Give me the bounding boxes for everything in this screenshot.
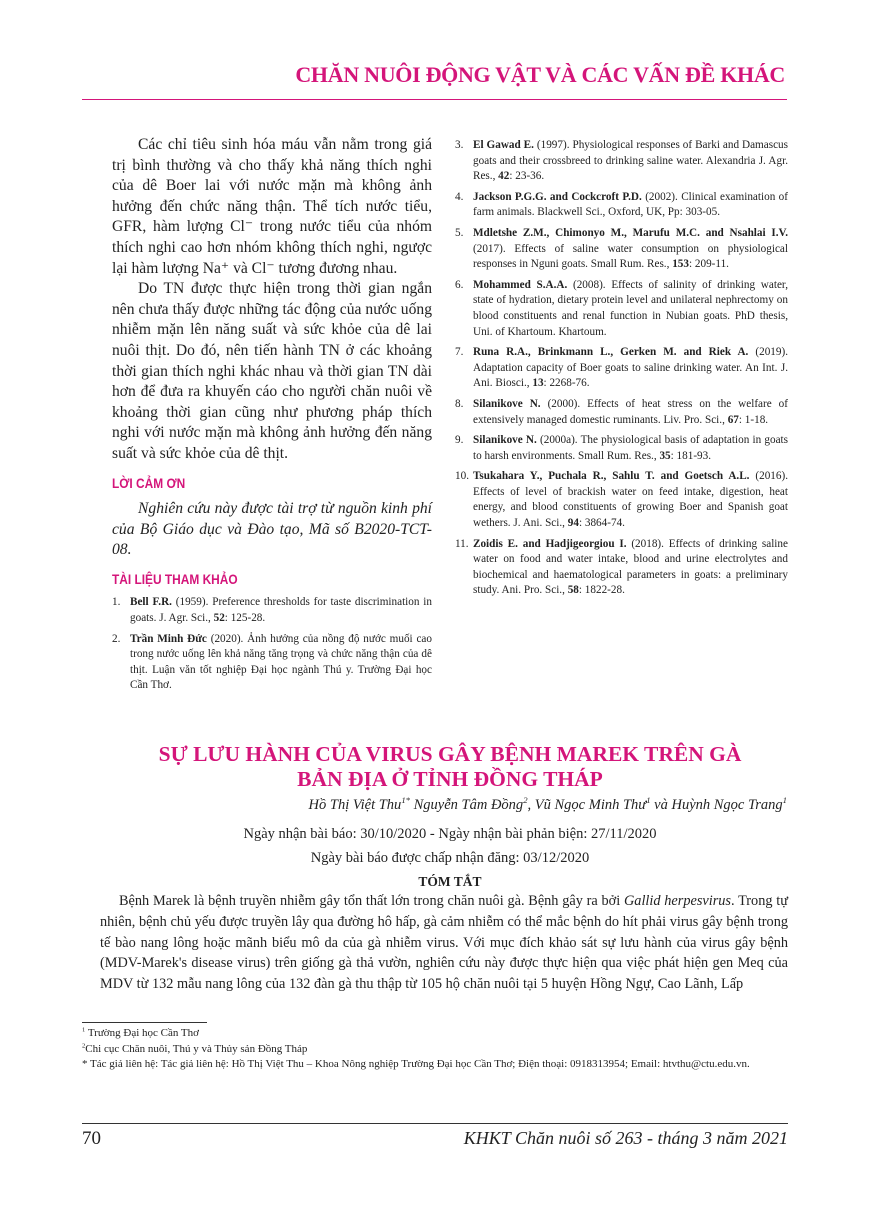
reference-number: 8. [455, 397, 464, 410]
page-number: 70 [82, 1128, 101, 1149]
section-header: CHĂN NUÔI ĐỘNG VẬT VÀ CÁC VẤN ĐỀ KHÁC [295, 62, 785, 87]
footnote [82, 1042, 788, 1058]
article-title [90, 742, 810, 792]
reference-authors: Bell F.R. [130, 596, 172, 609]
author-affiliation: 1 [782, 795, 787, 806]
author-name: và Huỳnh Ngọc Trang [650, 797, 783, 813]
reference-body: (2019). Adaptation capacity of Boer goats to saline drinking water. An Int. J. Ani. Biosci., [473, 346, 788, 390]
reference-number: 2. [112, 632, 121, 645]
reference-volume: 13 [532, 377, 544, 390]
reference-pages: : 3864-74. [578, 517, 625, 530]
reference-pages: : 1-18. [738, 413, 769, 426]
reference-number: 6. [455, 278, 464, 291]
reference-number: 10. [455, 470, 469, 483]
reference-body: (2018). Effects of drinking saline water on food and water intake, blood and urine electrolytes and biochemical and haematological parameters in goats: a preliminary study. Ani. Pro. Sci., [473, 537, 788, 597]
reference-body: (2017). Effects of saline water consumption on physiological responses in Nguni goats. Small Rum. Res., [473, 242, 788, 271]
reference-volume: 94 [567, 517, 579, 530]
reference-body: (2000a). The physiological basis of adaptation in goats to harsh environments. Small Rum. Res., [473, 434, 788, 462]
reference-number: 9. [455, 434, 464, 447]
reference-item [455, 190, 788, 221]
reference-authors: Silanikove N. [473, 397, 541, 410]
left-column [112, 135, 432, 699]
reference-body: (2002). Clinical examination of farm animals. Blackwell Sci., Oxford, UK, Pp: 303-05. [473, 190, 788, 219]
references-list-left [112, 595, 432, 694]
reference-authors: Mohammed S.A.A. [473, 278, 568, 291]
reference-volume: 52 [213, 612, 225, 625]
reference-pages: : 23-36. [509, 170, 545, 183]
reference-volume: 58 [567, 584, 579, 597]
reference-volume: 153 [672, 258, 689, 271]
reference-authors: El Gawad E. [473, 139, 534, 151]
author-affiliation: 2 [523, 795, 528, 806]
reference-item [455, 537, 788, 599]
reference-authors: Tsukahara Y., Puchala R., Sahlu T. and Goetsch A.L. [473, 470, 750, 483]
reference-item [455, 433, 788, 464]
author-name: , Vũ Ngọc Minh Thư [527, 797, 647, 813]
author-name: Nguyễn Tâm Đồng [410, 797, 524, 813]
accepted-date: Ngày bài báo được chấp nhận đăng: 03/12/2020 [310, 850, 590, 866]
reference-volume: 35 [659, 449, 671, 462]
abstract-species: Gallid herpesvirus [623, 893, 731, 909]
reference-number: 3. [455, 139, 464, 151]
reference-item [112, 632, 432, 694]
reference-authors: Runa R.A., Brinkmann L., Gerken M. and Riek A. [473, 346, 749, 359]
journal-issue: KHKT Chăn nuôi số 263 - tháng 3 năm 2021 [463, 1128, 788, 1148]
reference-authors: Zoidis E. and Hadjigeorgiou I. [473, 537, 627, 550]
footnote-text: Trường Đại học Cần Thơ [85, 1027, 199, 1039]
reference-pages: : 209-11. [688, 258, 729, 271]
reference-authors: Trần Minh Đức [130, 632, 207, 645]
reference-pages: : 181-93. [670, 449, 712, 462]
reference-item [112, 595, 432, 626]
reference-body: (1959). Preference thresholds for taste discrimination in goats. J. Agr. Sci., [130, 596, 433, 625]
abstract-part: Bệnh Marek là bệnh truyền nhiễm gây tổn thất lớn trong chăn nuôi gà. Bệnh gây ra bởi [119, 893, 624, 909]
reference-body: (1997). Physiological responses of Barki and Damascus goats and their crossbreed to drinking saline water. Alexandria J. Agr. Res., [473, 139, 788, 183]
abstract-heading: TÓM TẮT [418, 874, 482, 889]
reference-item [455, 397, 788, 428]
references-list-right [455, 138, 788, 599]
conclusion-paragraph: Các chỉ tiêu sinh hóa máu vẫn nằm trong giá trị bình thường và cho thấy khả năng thích nghi của dê Boer lai với nước mặn mà không ảnh hưởng đến chức năng thận. Thể tích nước tiểu, GFR, hàm lượng Cl⁻ trong nước tiểu của nhóm thích nghi cao hơn nhóm không thích nghi, ngược lại hàm lượng Na⁺ và Cl⁻ tương đương nhau. [112, 136, 432, 277]
acknowledgement-heading: LỜI CẢM ƠN [112, 474, 186, 491]
footnote [82, 1057, 788, 1073]
footnote-marker: 2 [82, 1041, 86, 1049]
acknowledgement-text: Nghiên cứu này được tài trợ từ nguồn kinh phí của Bộ Giáo dục và Đào tạo, Mã số B2020-TCT-08. [112, 500, 432, 559]
reference-number: 7. [455, 346, 464, 359]
reference-number: 11. [455, 537, 469, 550]
reference-volume: 67 [727, 413, 739, 426]
footnote-text: * Tác giả liên hệ: Tác giả liên hệ: Hồ Thị Việt Thu – Khoa Nông nghiệp Trường Đại học Cần Thơ; Điện thoại: 0918313954; Email: htvthu@ctu.edu.vn. [82, 1058, 750, 1070]
reference-number: 5. [455, 226, 464, 239]
reference-item [455, 278, 788, 340]
received-dates: Ngày nhận bài báo: 30/10/2020 - Ngày nhận bài phản biện: 27/11/2020 [243, 826, 657, 842]
header-rule [82, 99, 787, 100]
reference-volume: 42 [498, 170, 510, 183]
footnote-text: Chi cục Chăn nuôi, Thú y và Thủy sản Đồng Tháp [85, 1042, 308, 1055]
reference-body: (2016). Effects of level of brackish water on feed intake, digestion, heat energy, and blood constituents of growing Boer and Spanish goat wethers. J. Ani. Sci., [473, 470, 789, 530]
reference-body: (2008). Effects of salinity of drinking water, state of hydration, dietary protein level and unilateral nephrectomy on blood constituents and renal function in Nubian goats. PhD thesis, Uni. of Khartoum. Khartoum. [473, 278, 788, 338]
abstract-part: . Trong tự nhiên, bệnh chủ yếu được truyền lây qua đường hô hấp, gà cảm nhiễm có thể mắc bệnh do hít phải virus gây bệnh trong tế bào nang lông hoặc mãnh biểu mô da của gà nhiễm virus. Với mục đích khảo sát sự lưu hành của virus gây bệnh (MDV-Marek's disease virus) trên giống gà thả vườn, nghiên cứu này được thực hiện qua việc phát hiện gen Meq của MDV từ 132 mẫu nang lông của 132 đàn gà thu thập từ 105 hộ chăn nuôi tại 5 huyện Hồng Ngự, Cao Lãnh, Lấp [100, 893, 788, 993]
reference-pages: : 125-28. [224, 612, 266, 625]
author-affiliation: 1 [646, 795, 651, 806]
article-title-line: SỰ LƯU HÀNH CỦA VIRUS GÂY BỆNH MAREK TRÊN GÀ [158, 742, 742, 766]
reference-item [455, 469, 788, 531]
author-name: Hồ Thị Việt Thu [308, 797, 402, 813]
author-affiliation: 1* [401, 795, 410, 806]
reference-body: (2020). Ảnh hưởng của nồng độ nước muối cao trong nước uống lên khả năng tăng trọng và chức năng thận của dê thịt. Luận văn tốt nghiệp Đại học ngành Thú y. Trường Đại học Cần Thơ. [130, 632, 432, 692]
reference-authors: Jackson P.G.G. and Cockcroft P.D. [473, 190, 642, 203]
footer-rule [82, 1123, 788, 1124]
reference-pages: : 2268-76. [543, 377, 590, 390]
reference-body: (2000). Effects of heat stress on the welfare of extensively managed domestic ruminants. Liv. Pro. Sci., [473, 397, 788, 426]
right-column [455, 138, 788, 604]
abstract-text [100, 891, 788, 995]
reference-number: 1. [112, 596, 121, 609]
reference-item [455, 226, 788, 273]
article-title-line: BẢN ĐỊA Ở TỈNH ĐỒNG THÁP [297, 767, 603, 791]
reference-pages: : 1822-28. [578, 584, 625, 597]
reference-item [455, 138, 788, 185]
footnote [82, 1026, 788, 1042]
reference-authors: Silanikove N. [473, 434, 537, 447]
conclusion-paragraph: Do TN được thực hiện trong thời gian ngắn nên chưa thấy được những tác động của nước uống nhiễm mặn lên năng suất và sức khỏe của dê lai nuôi thịt. Do đó, nên tiến hành TN ở các khoảng thời gian thích nghi khác nhau và thời gian TN dài hơn để đưa ra khuyến cáo cho người chăn nuôi về khoảng thời gian cũng như phương pháp thích nghi với nước mặn mà không ảnh hưởng đến năng suất và sức khỏe của dê thịt. [112, 280, 432, 462]
article-authors [100, 797, 787, 814]
reference-item [455, 345, 788, 392]
footnotes [82, 1026, 788, 1073]
reference-number: 4. [455, 190, 464, 203]
footnote-marker: 1 [82, 1026, 86, 1034]
reference-authors: Mdletshe Z.M., Chimonyo M., Marufu M.C. and Nsahlai I.V. [473, 226, 788, 239]
references-heading: TÀI LIỆU THAM KHẢO [112, 570, 238, 587]
footnote-rule [82, 1022, 207, 1023]
